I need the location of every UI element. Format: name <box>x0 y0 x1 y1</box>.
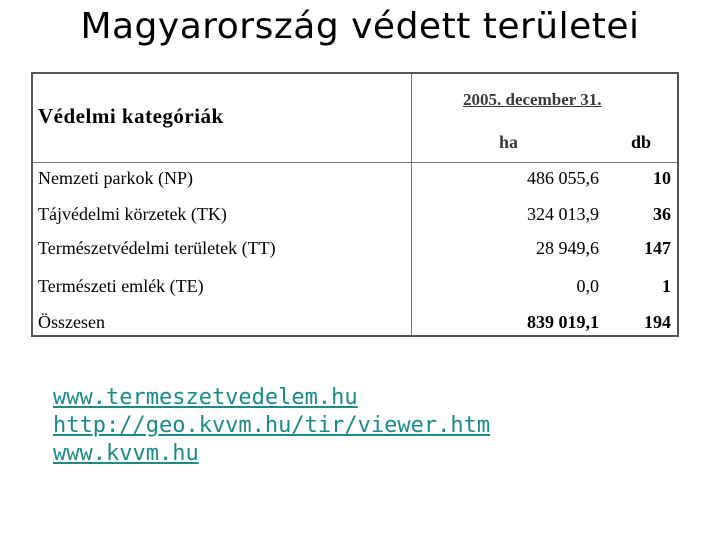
row-label-tt: Természetvédelmi területek (TT) <box>38 238 276 258</box>
column-divider <box>411 74 412 335</box>
category-header: Védelmi kategóriák <box>38 104 224 128</box>
row-ha-tt: 28 949,6 <box>536 238 599 258</box>
header-divider <box>33 162 677 163</box>
page-title: Magyarország védett területei <box>80 6 640 47</box>
link-geo-kvvm-viewer[interactable]: http://geo.kvvm.hu/tir/viewer.htm <box>53 413 491 438</box>
protected-areas-table <box>31 72 679 337</box>
row-db-tt: 147 <box>644 238 671 258</box>
row-db-tk: 36 <box>653 204 671 224</box>
link-kvvm[interactable]: www.kvvm.hu <box>53 441 199 466</box>
ha-column-header: ha <box>499 132 519 152</box>
row-label-tk: Tájvédelmi körzetek (TK) <box>38 204 227 224</box>
row-db-np: 10 <box>653 168 671 188</box>
row-ha-te: 0,0 <box>576 276 599 296</box>
row-db-total: 194 <box>644 312 671 332</box>
db-column-header: db <box>631 132 652 152</box>
row-db-te: 1 <box>662 276 671 296</box>
row-ha-tk: 324 013,9 <box>527 204 599 224</box>
date-header: 2005. december 31. <box>463 90 602 109</box>
row-label-total: Összesen <box>38 312 105 332</box>
row-label-np: Nemzeti parkok (NP) <box>38 168 193 188</box>
link-list <box>53 384 490 468</box>
link-termeszetvedelem[interactable]: www.termeszetvedelem.hu <box>53 385 358 410</box>
row-ha-np: 486 055,6 <box>527 168 599 188</box>
row-label-te: Természeti emlék (TE) <box>38 276 204 296</box>
row-ha-total: 839 019,1 <box>527 312 599 332</box>
